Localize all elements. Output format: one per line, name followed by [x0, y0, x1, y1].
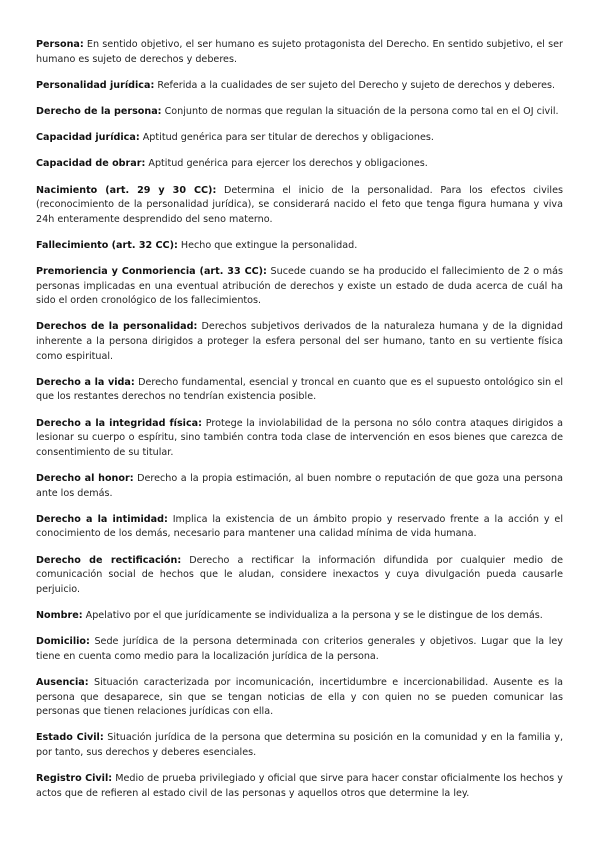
entry-personalidad-juridica	[36, 79, 563, 94]
entry-fallecimiento	[36, 239, 563, 254]
term: Derecho al honor:	[36, 473, 134, 484]
definition: Sucede cuando se ha producido el fallecimiento de 2 o más personas implicadas en una eventual atribución de derechos y existe un estado de duda acerca de cuál ha sido el orden cronológico de los fallecimientos.	[36, 266, 563, 307]
term: Derecho a la integridad física:	[36, 417, 202, 429]
definition: Derecho a la propia estimación, al buen nombre o reputación de que goza una persona ante los demás.	[36, 473, 563, 499]
entry-derecho-de-la-persona	[36, 105, 563, 120]
term: Fallecimiento (art. 32 CC):	[36, 239, 178, 251]
entry-registro-civil	[36, 772, 563, 801]
entry-derecho-integridad	[36, 417, 563, 461]
definition: Derecho a rectificar la información difundida por cualquier medio de comunicación social de hechos que le aludan, considere inexactos y cuya divulgación pueda causarle perjuicio.	[36, 554, 563, 595]
entry-derecho-intimidad	[36, 513, 563, 542]
glossary	[36, 38, 563, 813]
definition: Apelativo por el que jurídicamente se individualiza a la persona y se le distingue de los demás.	[85, 609, 543, 621]
definition: Situación caracterizada por incomunicación, incertidumbre e incercionabilidad. Ausente es la persona que desaparece, sin que se tengan noticias de ella y con quien no se pueden comunicar las personas que tienen relaciones jurídicas con ella.	[36, 676, 563, 718]
entry-estado-civil	[36, 731, 563, 760]
entry-capacidad-de-obrar	[36, 157, 563, 172]
definition: Determina el inicio de la personalidad. Para los efectos civiles (reconocimiento de la personalidad jurídica), se considerará nacido el feto que tenga figura humana y viva 24h enteramente desprendido del seno materno.	[36, 184, 563, 225]
entry-derecho-rectificacion	[36, 554, 563, 598]
term: Derecho de la persona:	[36, 105, 162, 117]
definition: Situación jurídica de la persona que determina su posición en la comunidad y en la familia y, por tanto, sus derechos y deberes esenciales.	[36, 732, 563, 758]
definition: Derechos subjetivos derivados de la naturaleza humana y de la dignidad inherente a la persona dirigidos a proteger la esfera personal del ser humano, tanto en su vertiente física como espiritual.	[36, 321, 563, 362]
entry-derecho-honor	[36, 472, 563, 501]
entry-domicilio	[36, 635, 563, 664]
term: Capacidad jurídica:	[36, 132, 140, 144]
term: Premoriencia y Conmoriencia (art. 33 CC):	[36, 266, 267, 278]
term: Derecho de rectificación:	[36, 554, 182, 566]
definition: Conjunto de normas que regulan la situación de la persona como tal en el OJ civil.	[164, 105, 559, 117]
term: Domicilio:	[36, 636, 90, 648]
term: Derechos de la personalidad:	[36, 321, 198, 333]
term: Derecho a la vida:	[36, 376, 135, 388]
entry-nacimiento	[36, 184, 563, 228]
definition: Aptitud genérica para ser titular de derechos y obligaciones.	[142, 132, 434, 144]
definition: Medio de prueba privilegiado y oficial que sirve para hacer constar oficialmente los hechos y actos que de refieren al estado civil de las personas y aquellos otros que determine la ley.	[36, 773, 563, 799]
entry-premoriencia	[36, 265, 563, 309]
definition: Derecho fundamental, esencial y troncal en cuanto que es el supuesto ontológico sin el que los restantes derechos no tendrían existencia posible.	[36, 376, 563, 403]
entry-ausencia	[36, 676, 563, 720]
definition: Implica la existencia de un ámbito propio y reservado frente a la acción y el conocimiento de los demás, necesario para mantener una calidad mínima de vida humana.	[36, 513, 563, 540]
entry-derecho-vida	[36, 376, 563, 405]
term: Derecho a la intimidad:	[36, 513, 168, 525]
term: Nombre:	[36, 609, 83, 621]
entry-derechos-personalidad	[36, 320, 563, 364]
entry-persona	[36, 38, 563, 67]
definition: Protege la inviolabilidad de la persona no sólo contra ataques dirigidos a lesionar su cuerpo o espíritu, sino también contra toda clase de intervención en esos bienes que carezca de consentimiento de su titular.	[36, 417, 563, 458]
definition: Aptitud genérica para ejercer los derechos y obligaciones.	[148, 158, 428, 170]
term: Estado Civil:	[36, 732, 104, 744]
term: Ausencia:	[36, 676, 89, 688]
term: Persona:	[36, 39, 84, 50]
definition: Referida a la cualidades de ser sujeto del Derecho y sujeto de derechos y deberes.	[157, 79, 556, 91]
entry-capacidad-juridica	[36, 131, 563, 146]
term: Nacimiento (art. 29 y 30 CC):	[36, 184, 217, 196]
term: Personalidad jurídica:	[36, 79, 155, 91]
definition: Hecho que extingue la personalidad.	[180, 239, 358, 251]
definition: En sentido objetivo, el ser humano es sujeto protagonista del Derecho. En sentido subjetivo, el ser humano es sujeto de derechos y deberes.	[36, 39, 563, 65]
definition: Sede jurídica de la persona determinada con criterios generales y objetivos. Lugar que la ley tiene en cuenta como medio para la localización jurídica de la persona.	[36, 636, 563, 662]
term: Capacidad de obrar:	[36, 158, 146, 170]
entry-nombre	[36, 609, 563, 624]
term: Registro Civil:	[36, 773, 113, 785]
